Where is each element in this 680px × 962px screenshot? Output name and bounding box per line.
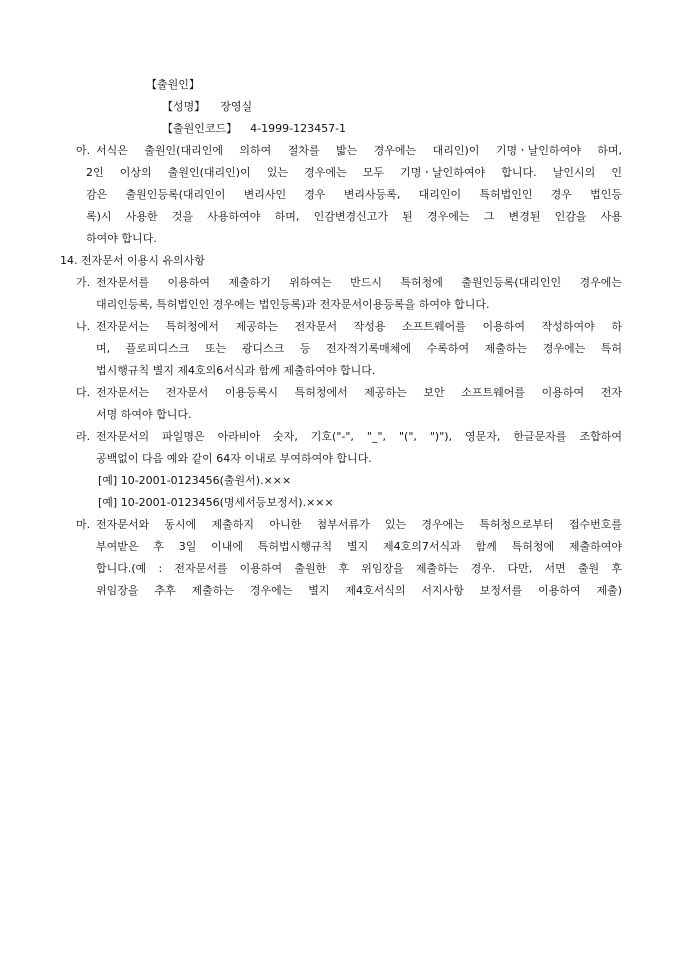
item-a-line-5: 하여야 합니다. xyxy=(86,232,157,245)
item-ma-line-4: 위임장을 추후 제출하는 경우에는 별지 제4호서식의 서지사항 보정서를 이용하여 제출) xyxy=(96,584,622,597)
item-a-marker: 아. xyxy=(76,144,91,157)
item-na-marker: 나. xyxy=(76,320,91,333)
applicant-label: 【출원인】 xyxy=(146,78,200,91)
item-a-line-1: 서식은 출원인(대리인에 의하여 절차를 밟는 경우에는 대리인)이 기명ㆍ날인하여야 하며, xyxy=(96,144,622,157)
item-ga-line-1: 전자문서를 이용하여 제출하기 위하여는 반드시 특허청에 출원인등록(대리인인 경우에는 xyxy=(96,276,622,289)
code-value: 4-1999-123457-1 xyxy=(250,122,347,135)
applicant-name-row xyxy=(162,100,252,114)
applicant-code-row xyxy=(162,122,346,136)
item-a-line-4: 록)시 사용한 것을 사용하여야 하며, 인감변경신고가 된 경우에는 그 변경된 인감을 사용 xyxy=(86,210,622,223)
name-value: 장영실 xyxy=(220,100,253,113)
item-da-line-2: 서명 하여야 합니다. xyxy=(96,408,192,421)
item-ma-line-2: 부여받은 후 3일 이내에 특허법시행규칙 별지 제4호의7서식과 함께 특허청에 제출하여야 xyxy=(96,540,622,553)
item-ga-line-2: 대리인등록, 특허법인인 경우에는 법인등록)과 전자문서이용등록을 하여야 합니다. xyxy=(96,298,490,311)
item-na-line-3: 법시행규칙 별지 제4호의6서식과 함께 제출하여야 합니다. xyxy=(96,364,376,377)
item-a-line-2: 2인 이상의 출원인(대리인)이 있는 경우에는 모두 기명ㆍ날인하여야 합니다. 날인시의 인 xyxy=(86,166,622,179)
item-na-line-1: 전자문서는 특허청에서 제공하는 전자문서 작성용 소프트웨어를 이용하여 작성하여야 하 xyxy=(96,320,622,333)
item-ma-line-3: 합니다.(예 : 전자문서를 이용하여 출원한 후 위임장을 제출하는 경우. 다만, 서면 출원 후 xyxy=(96,562,622,575)
section-14-heading: 14. 전자문서 이용시 유의사항 xyxy=(60,254,205,267)
item-ga-marker: 가. xyxy=(76,276,91,289)
item-ma-line-1: 전자문서와 동시에 제출하지 아니한 첨부서류가 있는 경우에는 특허청으로부터 접수번호를 xyxy=(96,518,622,531)
item-da-marker: 다. xyxy=(76,386,91,399)
item-ra-line-1: 전자문서의 파일명은 아라비아 숫자, 기호("-", "_", "(", ")"), 영문자, 한글문자를 조합하여 xyxy=(96,430,622,443)
item-ma-marker: 마. xyxy=(76,518,91,531)
code-label: 【출원인코드】 xyxy=(162,122,238,135)
item-na-line-2: 며, 플로피디스크 또는 광디스크 등 전자적기록매체에 수록하여 제출하는 경우에는 특허 xyxy=(96,342,622,355)
item-ra-marker: 라. xyxy=(76,430,91,443)
item-da-line-1: 전자문서는 전자문서 이용등록시 특허청에서 제공하는 보안 소프트웨어를 이용하여 전자 xyxy=(96,386,622,399)
item-ra-example-2: [예] 10-2001-0123456(명세서등보정서).××× xyxy=(98,496,334,509)
item-a-line-3: 감은 출원인등록(대리인이 변리사인 경우 변리사등록, 대리인이 특허법인인 경우 법인등 xyxy=(86,188,622,201)
name-label: 【성명】 xyxy=(162,100,206,113)
item-ra-example-1: [예] 10-2001-0123456(출원서).××× xyxy=(98,474,292,487)
item-ra-line-2: 공백없이 다음 예와 같이 64자 이내로 부여하여야 합니다. xyxy=(96,452,372,465)
